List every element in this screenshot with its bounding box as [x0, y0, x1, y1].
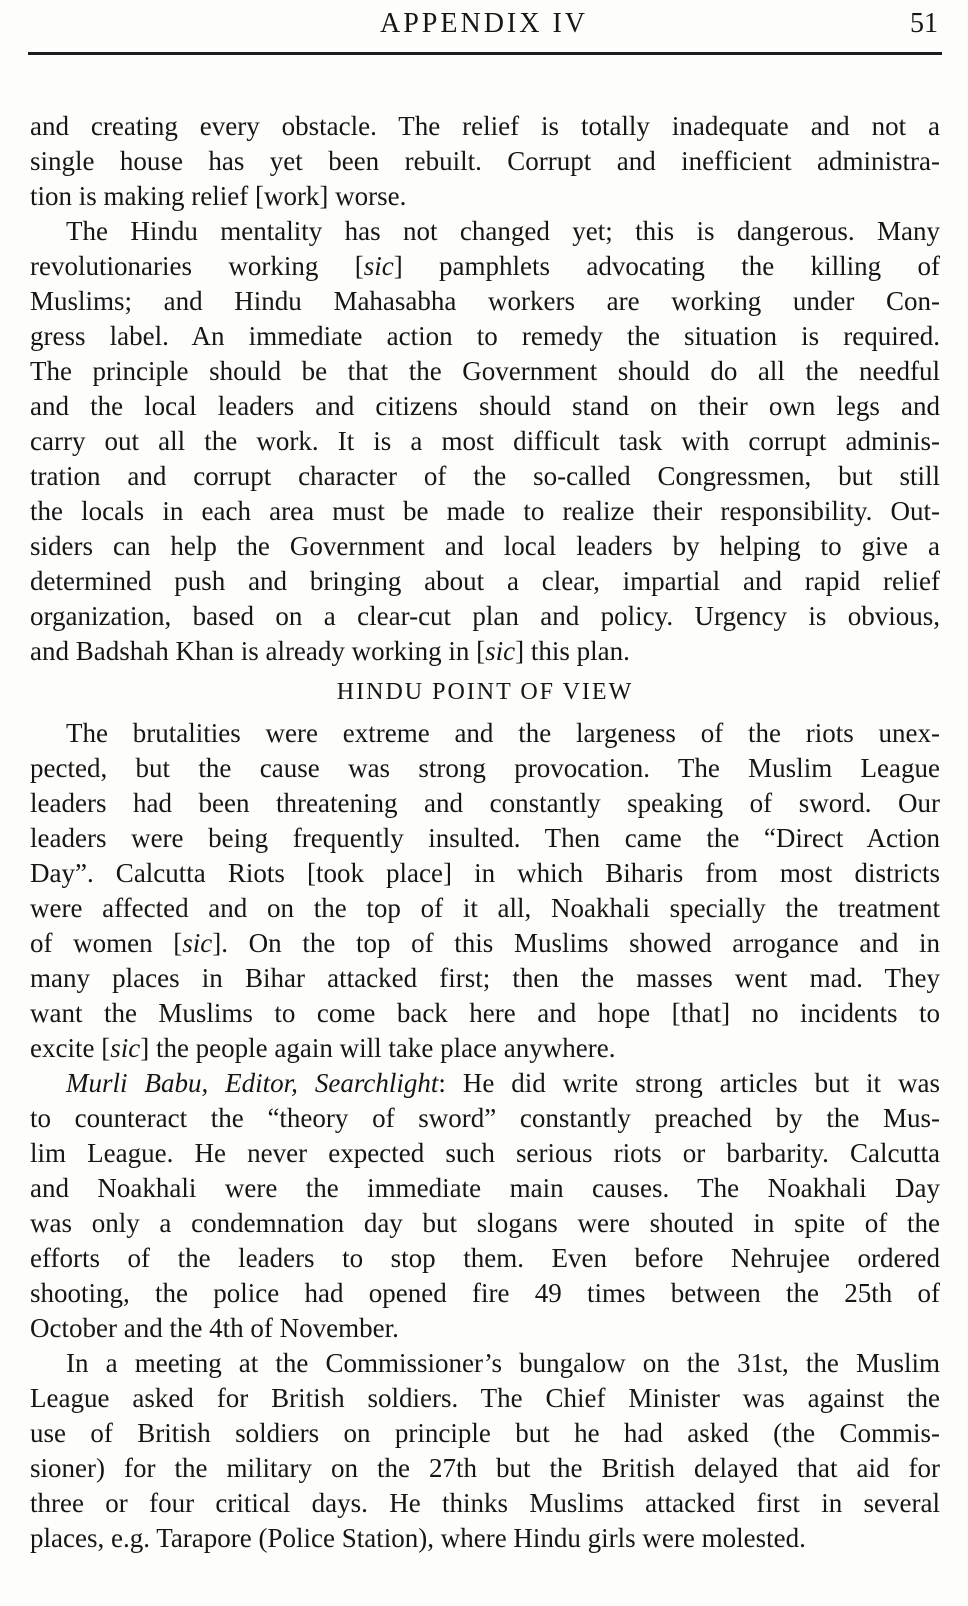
text-segment: gress label. An immediate action to remedy the situation is required.: [30, 321, 940, 351]
text-segment: were affected and on the top of it all, Noakhali specially the treatment: [30, 893, 940, 923]
text-segment: League asked for British soldiers. The Chief Minister was against the: [30, 1383, 940, 1413]
text-segment: was only a condemnation day but slogans were shouted in spite of the: [30, 1208, 940, 1238]
text-line: [30, 1206, 940, 1241]
page-body: [30, 55, 940, 1556]
text-line: [30, 716, 940, 751]
text-segment: organization, based on a clear-cut plan and policy. Urgency is obvious,: [30, 601, 940, 631]
text-segment: ]. On the top of this Muslims showed arrogance and in: [212, 928, 940, 958]
text-line: [30, 424, 940, 459]
section-heading: HINDU POINT OF VIEW: [336, 679, 634, 705]
text-line: [30, 786, 940, 821]
text-segment: In a meeting at the Commissioner’s bungalow on the 31st, the Muslim: [66, 1348, 940, 1378]
text-segment: and the local leaders and citizens should stand on their own legs and: [30, 391, 940, 421]
text-segment: : He did write strong articles but it was: [438, 1068, 940, 1098]
page-number: 51: [910, 8, 938, 39]
text-line: [30, 249, 940, 284]
text-segment: The principle should be that the Government should do all the needful: [30, 356, 940, 386]
text-segment: Day”. Calcutta Riots [took place] in which Biharis from most districts: [30, 858, 940, 888]
text-segment: places, e.g. Tarapore (Police Station), where Hindu girls were molested.: [30, 1523, 806, 1553]
text-line: [30, 1311, 940, 1346]
text-segment: ] the people again will take place anywhere.: [140, 1033, 616, 1063]
text-segment: revolutionaries working [: [30, 251, 364, 281]
text-line: [30, 1276, 940, 1311]
text-segment: many places in Bihar attacked first; then the masses went mad. They: [30, 963, 940, 993]
text-segment: tration and corrupt character of the so-called Congressmen, but still: [30, 461, 940, 491]
text-line: [30, 1171, 940, 1206]
text-line: [30, 961, 940, 996]
text-segment: tion is making relief [work] worse.: [30, 181, 407, 211]
paragraph: [30, 1066, 940, 1346]
text-line: [30, 751, 940, 786]
text-line: [30, 1381, 940, 1416]
text-line: [30, 144, 940, 179]
italic-text: sic: [485, 636, 516, 666]
text-segment: three or four critical days. He thinks Muslims attacked first in several: [30, 1488, 940, 1518]
text-segment: lim League. He never expected such serious riots or barbarity. Calcutta: [30, 1138, 940, 1168]
page-header: [0, 0, 968, 47]
italic-text: sic: [110, 1033, 141, 1063]
text-line: [30, 1066, 940, 1101]
text-line: [30, 494, 940, 529]
text-segment: leaders had been threatening and constantly speaking of sword. Our: [30, 788, 940, 818]
text-segment: determined push and bringing about a clear, impartial and rapid relief: [30, 566, 940, 596]
running-head: APPENDIX IV: [380, 8, 588, 39]
text-line: [30, 1031, 940, 1066]
text-segment: carry out all the work. It is a most difficult task with corrupt adminis-: [30, 426, 940, 456]
paragraph: [30, 1346, 940, 1556]
text-segment: leaders were being frequently insulted. Then came the “Direct Action: [30, 823, 940, 853]
text-line: [30, 599, 940, 634]
text-line: [30, 179, 940, 214]
paragraph: [30, 716, 940, 1066]
text-line: [30, 1241, 940, 1276]
text-segment: to counteract the “theory of sword” constantly preached by the Mus-: [30, 1103, 940, 1133]
paragraph: [30, 109, 940, 214]
text-segment: single house has yet been rebuilt. Corrupt and inefficient administra-: [30, 146, 940, 176]
text-line: [30, 926, 940, 961]
text-segment: sioner) for the military on the 27th but the British delayed that aid for: [30, 1453, 940, 1483]
text-line: [30, 1346, 940, 1381]
text-segment: want the Muslims to come back here and hope [that] no incidents to: [30, 998, 940, 1028]
text-line: [30, 1486, 940, 1521]
text-segment: the locals in each area must be made to realize their responsibility. Out-: [30, 496, 940, 526]
text-segment: pected, but the cause was strong provocation. The Muslim League: [30, 753, 940, 783]
text-segment: efforts of the leaders to stop them. Even before Nehrujee ordered: [30, 1243, 940, 1273]
text-line: [30, 459, 940, 494]
text-line: [30, 564, 940, 599]
text-segment: ] pamphlets advocating the killing of: [393, 251, 940, 281]
text-segment: siders can help the Government and local leaders by helping to give a: [30, 531, 940, 561]
text-line: [30, 109, 940, 144]
text-line: [30, 996, 940, 1031]
text-segment: Muslims; and Hindu Mahasabha workers are working under Con-: [30, 286, 940, 316]
text-segment: of women [: [30, 928, 183, 958]
text-segment: The brutalities were extreme and the largeness of the riots unex-: [66, 718, 940, 748]
text-segment: and Badshah Khan is already working in [: [30, 636, 486, 666]
text-line: [30, 529, 940, 564]
italic-text: Murli Babu, Editor, Searchlight: [66, 1068, 439, 1098]
text-segment: ] this plan.: [515, 636, 630, 666]
text-line: [30, 891, 940, 926]
text-line: [30, 354, 940, 389]
text-line: [30, 284, 940, 319]
text-segment: October and the 4th of November.: [30, 1313, 399, 1343]
italic-text: sic: [363, 251, 394, 281]
text-line: [30, 856, 940, 891]
text-segment: use of British soldiers on principle but he had asked (the Commis-: [30, 1418, 940, 1448]
text-line: [30, 1451, 940, 1486]
text-line: [30, 1136, 940, 1171]
text-line: [30, 1521, 940, 1556]
text-line: [30, 1416, 940, 1451]
text-line: [30, 634, 940, 669]
text-line: [30, 389, 940, 424]
text-line: [30, 821, 940, 856]
text-line: [30, 214, 940, 249]
text-segment: The Hindu mentality has not changed yet; this is dangerous. Many: [66, 216, 940, 246]
text-segment: and Noakhali were the immediate main causes. The Noakhali Day: [30, 1173, 940, 1203]
text-segment: shooting, the police had opened fire 49 times between the 25th of: [30, 1278, 940, 1308]
text-line: [30, 1101, 940, 1136]
text-segment: and creating every obstacle. The relief is totally inadequate and not a: [30, 111, 940, 141]
paragraph: [30, 214, 940, 669]
text-segment: excite [: [30, 1033, 111, 1063]
italic-text: sic: [182, 928, 213, 958]
text-line: [30, 319, 940, 354]
